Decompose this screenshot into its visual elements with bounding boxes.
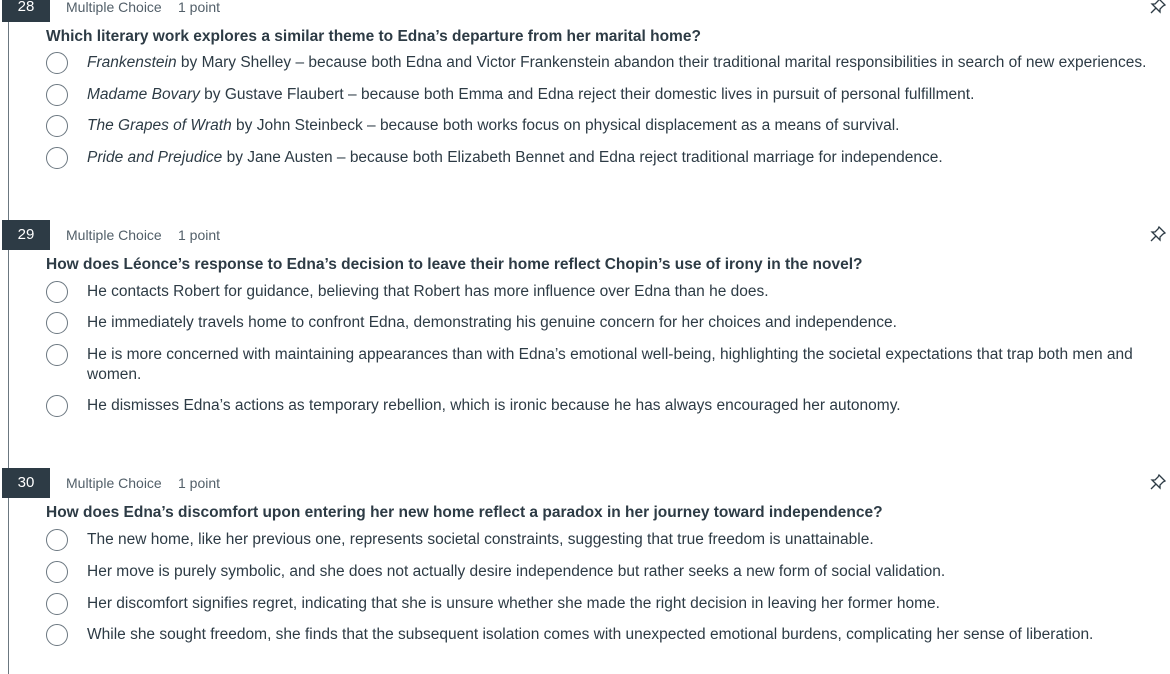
question-points: 1 point	[178, 227, 221, 243]
question-header	[0, 0, 1170, 22]
question-header	[0, 220, 1170, 250]
choice-label[interactable]	[87, 148, 1147, 168]
radio-button[interactable]	[46, 561, 68, 583]
question-29	[0, 220, 1170, 414]
pin-icon[interactable]	[1149, 0, 1167, 15]
radio-button[interactable]	[46, 529, 68, 551]
choice-label[interactable]: Her move is purely symbolic, and she does not actually desire independence but rather seeks a new form of social validation.	[87, 563, 946, 580]
work-title: Pride and Prejudice	[87, 149, 223, 166]
question-type: Multiple Choice	[66, 0, 162, 15]
choice-text: by Gustave Flaubert – because both Emma and Edna reject their domestic lives in pursuit of personal fulfillment.	[199, 86, 975, 103]
choice-text: by John Steinbeck – because both works focus on physical displacement as a means of survival.	[231, 117, 900, 134]
work-title: Madame Bovary	[87, 86, 200, 103]
question-group-rule	[8, 0, 9, 674]
question-header	[0, 468, 1170, 498]
question-stem: How does Léonce’s response to Edna’s decision to leave their home reflect Chopin’s use of irony in the novel?	[46, 256, 863, 273]
radio-button[interactable]	[46, 395, 68, 417]
question-type: Multiple Choice	[66, 475, 162, 491]
choice-label[interactable]: He dismisses Edna’s actions as temporary rebellion, which is ironic because he has always encouraged her autonomy.	[87, 397, 901, 414]
radio-button[interactable]	[46, 84, 68, 106]
choice-label[interactable]	[87, 85, 1147, 105]
radio-button[interactable]	[46, 52, 68, 74]
choice-text: by Jane Austen – because both Elizabeth Bennet and Edna reject traditional marriage for independence.	[222, 149, 943, 166]
radio-button[interactable]	[46, 593, 68, 615]
question-points: 1 point	[178, 475, 221, 491]
choice-label[interactable]: The new home, like her previous one, represents societal constraints, suggesting that true freedom is unattainable.	[87, 531, 874, 548]
choice-label[interactable]: He immediately travels home to confront Edna, demonstrating his genuine concern for her choices and independence.	[87, 314, 897, 331]
question-number: 29	[2, 220, 50, 250]
question-type: Multiple Choice	[66, 227, 162, 243]
question-28	[0, 0, 1170, 166]
choice-text: by Mary Shelley – because both Edna and Victor Frankenstein abandon their traditional marital responsibilities in search of new experiences.	[176, 54, 1147, 71]
choice-label[interactable]	[87, 116, 1147, 136]
choice-label[interactable]	[87, 53, 1147, 73]
question-stem: Which literary work explores a similar theme to Edna’s departure from her marital home?	[46, 28, 701, 45]
question-stem: How does Edna’s discomfort upon entering her new home reflect a paradox in her journey toward independence?	[46, 504, 883, 521]
choice-label[interactable]: He is more concerned with maintaining appearances than with Edna’s emotional well-being, highlighting the societal expectations that trap both men and women.	[87, 346, 1133, 383]
radio-button[interactable]	[46, 344, 68, 366]
question-number: 28	[2, 0, 50, 22]
work-title: Frankenstein	[87, 54, 177, 71]
radio-button[interactable]	[46, 312, 68, 334]
pin-icon[interactable]	[1149, 473, 1167, 491]
question-30	[0, 468, 1170, 643]
radio-button[interactable]	[46, 147, 68, 169]
choice-label[interactable]: He contacts Robert for guidance, believing that Robert has more influence over Edna than he does.	[87, 283, 769, 300]
radio-button[interactable]	[46, 115, 68, 137]
radio-button[interactable]	[46, 281, 68, 303]
pin-icon[interactable]	[1149, 225, 1167, 243]
radio-button[interactable]	[46, 624, 68, 646]
choice-label[interactable]: While she sought freedom, she finds that the subsequent isolation comes with unexpected emotional burdens, complicating her sense of liberation.	[87, 626, 1094, 643]
choice-label[interactable]: Her discomfort signifies regret, indicating that she is unsure whether she made the right decision in leaving her former home.	[87, 595, 940, 612]
question-points: 1 point	[178, 0, 221, 15]
work-title: The Grapes of Wrath	[87, 117, 232, 134]
question-number: 30	[2, 468, 50, 498]
